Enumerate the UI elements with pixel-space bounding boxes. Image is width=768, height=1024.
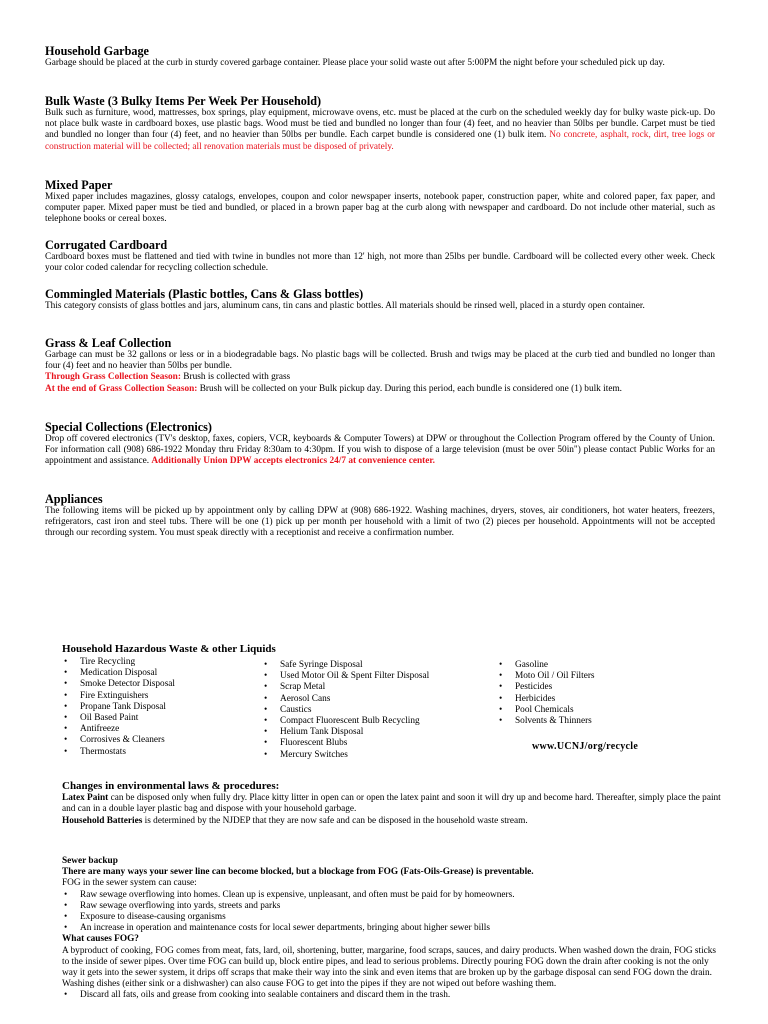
list-item: • Solvents & Thinners bbox=[497, 716, 595, 727]
sewer-effects-list bbox=[62, 890, 722, 935]
section-title: Appliances bbox=[45, 492, 103, 506]
electronics-note: Additionally Union DPW accepts electronics 24/7 at convenience center. bbox=[151, 456, 435, 467]
list-item: • Aerosol Cans bbox=[262, 694, 429, 705]
list-item: • Smoke Detector Disposal bbox=[62, 679, 175, 690]
section-text: This category consists of glass bottles and jars, aluminum cans, tin cans and plastic bottles. All materials should be rinsed well, placed in a sturdy open container. bbox=[45, 301, 645, 311]
section-title: Corrugated Cardboard bbox=[45, 238, 168, 252]
bulk-warning: No concrete, asphalt, rock, dirt, tree logs or construction material will be collected; all renovation materials must be disposed of privately. bbox=[45, 130, 715, 152]
hazardous-list-column-2 bbox=[262, 660, 429, 761]
list-item: • Medication Disposal bbox=[62, 668, 175, 679]
section-text: The following items will be picked up by appointment only by calling DPW at (908) 686-1922. Washing machines, dryers, stoves, air conditioners, hot water heaters, freezers, refrigerators, cast iron and steel tubs. There will be one (1) pick up per month per household with a limit of two (2) pieces per household. Appointments will not be accepted through our recording system. You must speak directly with a receptionist and receive a confirmation number. bbox=[45, 506, 715, 539]
list-item: • Exposure to disease-causing organisms bbox=[62, 912, 722, 923]
latex-label: Latex Paint bbox=[62, 793, 109, 803]
list-item: • Discard all fats, oils and grease from cooking into sealable containers and discard them in the trash. bbox=[62, 990, 722, 1001]
cardboard-section bbox=[45, 238, 715, 274]
latex-text: can be disposed only when fully dry. Place kitty litter in open can or open the latex paint and soon it will dry up and become hard. Thereafter, simply place the paint and can in a double layer plastic bag and dispose with your household garbage. bbox=[62, 793, 721, 815]
list-item: • Oil Based Paint bbox=[62, 713, 175, 724]
section-text: Mixed paper includes magazines, glossy catalogs, envelopes, coupon and color newspaper inserts, notebook paper, construction paper, white and colored paper, fax paper, and computer paper. Mixed paper must be tied and bundled, or placed in a brown paper bag at the curb along with newspaper and cardboard. Do not include other material, such as telephone books or cereal boxes. bbox=[45, 192, 715, 225]
mixed-paper-section bbox=[45, 178, 715, 226]
hazardous-title: Household Hazardous Waste & other Liquids bbox=[62, 643, 276, 655]
sewer-intro: FOG in the sewer system can cause: bbox=[62, 878, 197, 889]
list-item: • Moto Oil / Oil Filters bbox=[497, 671, 595, 682]
list-item: • Caustics bbox=[262, 705, 429, 716]
batteries-label: Household Batteries bbox=[62, 815, 143, 826]
end-season-text: Brush will be collected on your Bulk pickup day. During this period, each bundle is considered one (1) bulk item. bbox=[199, 383, 623, 394]
grass-end-line bbox=[45, 384, 715, 395]
section-title: Mixed Paper bbox=[45, 178, 113, 192]
list-item: • An increase in operation and maintenance costs for local sewer departments, bringing about higher sewer bills bbox=[62, 923, 722, 934]
electronics-text: Drop off covered electronics (TV's desktop, faxes, copiers, VCR, keyboards & Computer Towers) at DPW or throughout the Collection Program offered by the County of Union. For information call (908) 686-1922 Monday thru Friday 8:30am to 4:30pm. If you wish to dispose of a large television (must be over 50in") please contact Public Works for an appointment and assistance. bbox=[45, 434, 715, 467]
list-item: • Pesticides bbox=[497, 682, 595, 693]
list-item: • Corrosives & Cleaners bbox=[62, 735, 175, 746]
list-item: • Fire Extinguishers bbox=[62, 691, 175, 702]
through-season-label: Through Grass Collection Season: bbox=[45, 372, 181, 383]
bulk-waste-section bbox=[45, 94, 715, 153]
batteries-detail: is determined by the NJDEP that they are now safe and can be disposed in the household waste stream. bbox=[144, 815, 528, 826]
end-season-label: At the end of Grass Collection Season: bbox=[45, 383, 198, 394]
section-text: Garbage can must be 32 gallons or less or in a biodegradable bags. No plastic bags will be collected. Brush and twigs may be placed at the curb tied and bundled no longer than four (4) feet and no heavier than 50lbs per bundle. bbox=[45, 350, 715, 372]
list-item: • Raw sewage overflowing into homes. Clean up is expensive, unpleasant, and often must be paid for by homeowners. bbox=[62, 890, 722, 901]
sewer-subtitle: There are many ways your sewer line can become blocked, but a blockage from FOG (Fats-Oils-Grease) is preventable. bbox=[62, 867, 534, 878]
section-title: Special Collections (Electronics) bbox=[45, 420, 212, 434]
bulk-text: Bulk such as furniture, wood, mattresses, box springs, play equipment, microwave ovens, etc. must be placed at the curb on the scheduled weekly day for bulky waste pick-up. Do not place bulk waste in cardboard boxes, use plastic bags. Wood must be tied and bundled no longer than four (4) feet, and no heavier than 50lbs per bundle. Carpet must be tied and bundled no longer than four (4) feet, and no heavier than 50lbs per bundle. Each carpet bundle is considered one (1) bulk item. bbox=[45, 108, 715, 141]
section-title: Grass & Leaf Collection bbox=[45, 336, 172, 350]
list-item: • Compact Fluorescent Bulb Recycling bbox=[262, 716, 429, 727]
through-season-text: Brush is collected with grass bbox=[183, 372, 291, 383]
hazardous-list-column-1 bbox=[62, 657, 175, 758]
section-text: Cardboard boxes must be flattened and tied with twine in bundles not more than 12' high, not more than 25lbs per bundle. Cardboard will be collected every other week. Check your color coded calendar for recycling collection schedule. bbox=[45, 252, 715, 274]
list-item: • Antifreeze bbox=[62, 724, 175, 735]
sewer-title: Sewer backup bbox=[62, 856, 118, 866]
list-item: • Raw sewage overflowing into yards, streets and parks bbox=[62, 901, 722, 912]
section-title: Bulk Waste (3 Bulky Items Per Week Per Household) bbox=[45, 94, 322, 108]
section-title: Commingled Materials (Plastic bottles, Cans & Glass bottles) bbox=[45, 287, 364, 301]
fog-cause-text: A byproduct of cooking, FOG comes from meat, fats, lard, oil, shortening, butter, margarine, food scraps, sauces, and dairy products. When washed down the drain, FOG sticks to the inside of sewer pipes. Over time FOG can build up, block entire pipes, and lead to serious problems. Directly pouring FOG down the drain after cooking is not the only way it gets into the sewer system, it drips off scraps that make their way into the sink and even items that are broken up by the garbage disposal can send FOG down the drain. Washing dishes (either sink or a dishwasher) can also cause FOG to get into the pipes if they are not wiped out before washing them. bbox=[62, 945, 717, 990]
batteries-text bbox=[62, 816, 722, 827]
household-garbage-section bbox=[45, 44, 715, 69]
section-text bbox=[45, 434, 715, 468]
section-text: Garbage should be placed at the curb in sturdy covered garbage container. Please place your solid waste out after 5:00PM the night before your scheduled pick up day. bbox=[45, 58, 665, 68]
fog-cause-title: What causes FOG? bbox=[62, 934, 139, 945]
recycle-url: www.UCNJ/org/recycle bbox=[532, 741, 639, 752]
sewer-section bbox=[62, 856, 722, 1002]
list-item: • Helium Tank Disposal bbox=[262, 727, 429, 738]
list-item: • Propane Tank Disposal bbox=[62, 702, 175, 713]
list-item: • Scrap Metal bbox=[262, 682, 429, 693]
list-item: • Pool Chemicals bbox=[497, 705, 595, 716]
list-item: • Mercury Switches bbox=[262, 750, 429, 761]
list-item: • Gasoline bbox=[497, 660, 595, 671]
list-item: • Fluorescent Blubs bbox=[262, 738, 429, 749]
hazardous-waste-section bbox=[62, 642, 722, 656]
appliances-section bbox=[45, 492, 715, 540]
list-item: • Herbicides bbox=[497, 694, 595, 705]
commingled-section bbox=[45, 287, 715, 312]
grass-season-line bbox=[45, 372, 715, 383]
hazardous-list-column-3 bbox=[497, 660, 595, 727]
electronics-section bbox=[45, 420, 715, 468]
list-item: • Safe Syringe Disposal bbox=[262, 660, 429, 671]
latex-paint-text bbox=[62, 793, 722, 816]
section-text bbox=[45, 108, 715, 153]
list-item: • Used Motor Oil & Spent Filter Disposal bbox=[262, 671, 429, 682]
list-item: • Thermostats bbox=[62, 747, 175, 758]
changes-title: Changes in environmental laws & procedures: bbox=[62, 780, 280, 792]
grass-leaf-section bbox=[45, 336, 715, 395]
list-item: • Tire Recycling bbox=[62, 657, 175, 668]
fog-tips-list bbox=[62, 990, 722, 1001]
section-title: Household Garbage bbox=[45, 44, 149, 58]
changes-section bbox=[62, 780, 722, 827]
